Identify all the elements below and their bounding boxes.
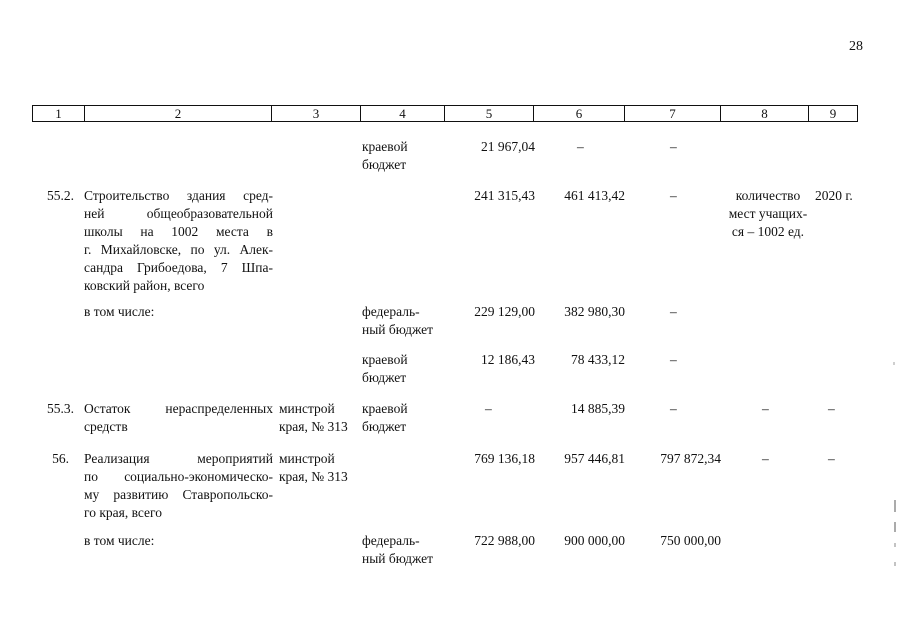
completion-year: – — [828, 401, 835, 416]
completion-year: – — [828, 451, 835, 466]
row-number: 55.3. — [47, 401, 74, 416]
amount-col7: 797 872,34 — [660, 451, 721, 466]
amount-col5: 12 186,43 — [481, 352, 535, 367]
item-description: Реализация мероприятий по социально-экономическо- му развитию Ставропольско- го края, всего — [84, 451, 273, 520]
scan-artifact — [894, 562, 896, 566]
scan-artifact — [893, 362, 895, 365]
amount-col6: 382 980,30 — [564, 304, 625, 319]
amount-col6: 900 000,00 — [564, 533, 625, 548]
indicator-value: – — [762, 451, 769, 466]
header-cell-8: 8 — [721, 106, 809, 121]
budget-source: краевой бюджет — [362, 401, 408, 434]
header-cell-5: 5 — [445, 106, 534, 121]
scan-artifact — [894, 500, 896, 512]
item-description: Остаток нераспределенных средств — [84, 401, 273, 434]
scan-artifact — [894, 522, 896, 532]
completion-year: 2020 г. — [815, 188, 853, 203]
amount-col5: 722 988,00 — [474, 533, 535, 548]
amount-col6: – — [577, 139, 584, 154]
amount-col7: – — [670, 139, 677, 154]
amount-col7: – — [670, 188, 677, 203]
amount-col5: 769 136,18 — [474, 451, 535, 466]
amount-col5: 241 315,43 — [474, 188, 535, 203]
header-cell-1: 1 — [33, 106, 85, 121]
header-cell-7: 7 — [625, 106, 721, 121]
responsible-body: минстрой края, № 313 — [279, 401, 348, 434]
page-number: 28 — [849, 39, 863, 54]
amount-col6: 78 433,12 — [571, 352, 625, 367]
amount-col7: – — [670, 352, 677, 367]
amount-col6: 461 413,42 — [564, 188, 625, 203]
item-description: Строительство здания сред- ней общеобразовательной школы на 1002 места в г. Михайловске, по ул. Алек- сандра Грибоедова, 7 Шпа- ковский район, всего — [84, 188, 273, 293]
table-header-row — [32, 105, 858, 122]
indicator-value: – — [762, 401, 769, 416]
amount-col7: – — [670, 304, 677, 319]
budget-source: краевой бюджет — [362, 352, 408, 385]
header-cell-2: 2 — [85, 106, 272, 121]
row-number: 56. — [52, 451, 69, 466]
header-cell-9: 9 — [829, 106, 837, 121]
amount-col5: – — [485, 401, 492, 416]
header-cell-6: 6 — [534, 106, 625, 121]
responsible-body: минстрой края, № 313 — [279, 451, 348, 484]
header-cell-3: 3 — [272, 106, 361, 121]
amount-col6: 957 446,81 — [564, 451, 625, 466]
amount-col5: 229 129,00 — [474, 304, 535, 319]
budget-source: краевой бюджет — [362, 139, 408, 172]
amount-col7: – — [670, 401, 677, 416]
budget-source: федераль- ный бюджет — [362, 533, 434, 566]
scan-artifact — [894, 543, 896, 547]
budget-source: федераль- ный бюджет — [362, 304, 434, 337]
indicator-value: количество мест учащих- ся – 1002 ед. — [728, 188, 808, 239]
amount-col5: 21 967,04 — [481, 139, 535, 154]
amount-col7: 750 000,00 — [660, 533, 721, 548]
header-cell-4: 4 — [361, 106, 445, 121]
item-description: в том числе: — [84, 304, 155, 319]
amount-col6: 14 885,39 — [571, 401, 625, 416]
row-number: 55.2. — [47, 188, 74, 203]
item-description: в том числе: — [84, 533, 155, 548]
